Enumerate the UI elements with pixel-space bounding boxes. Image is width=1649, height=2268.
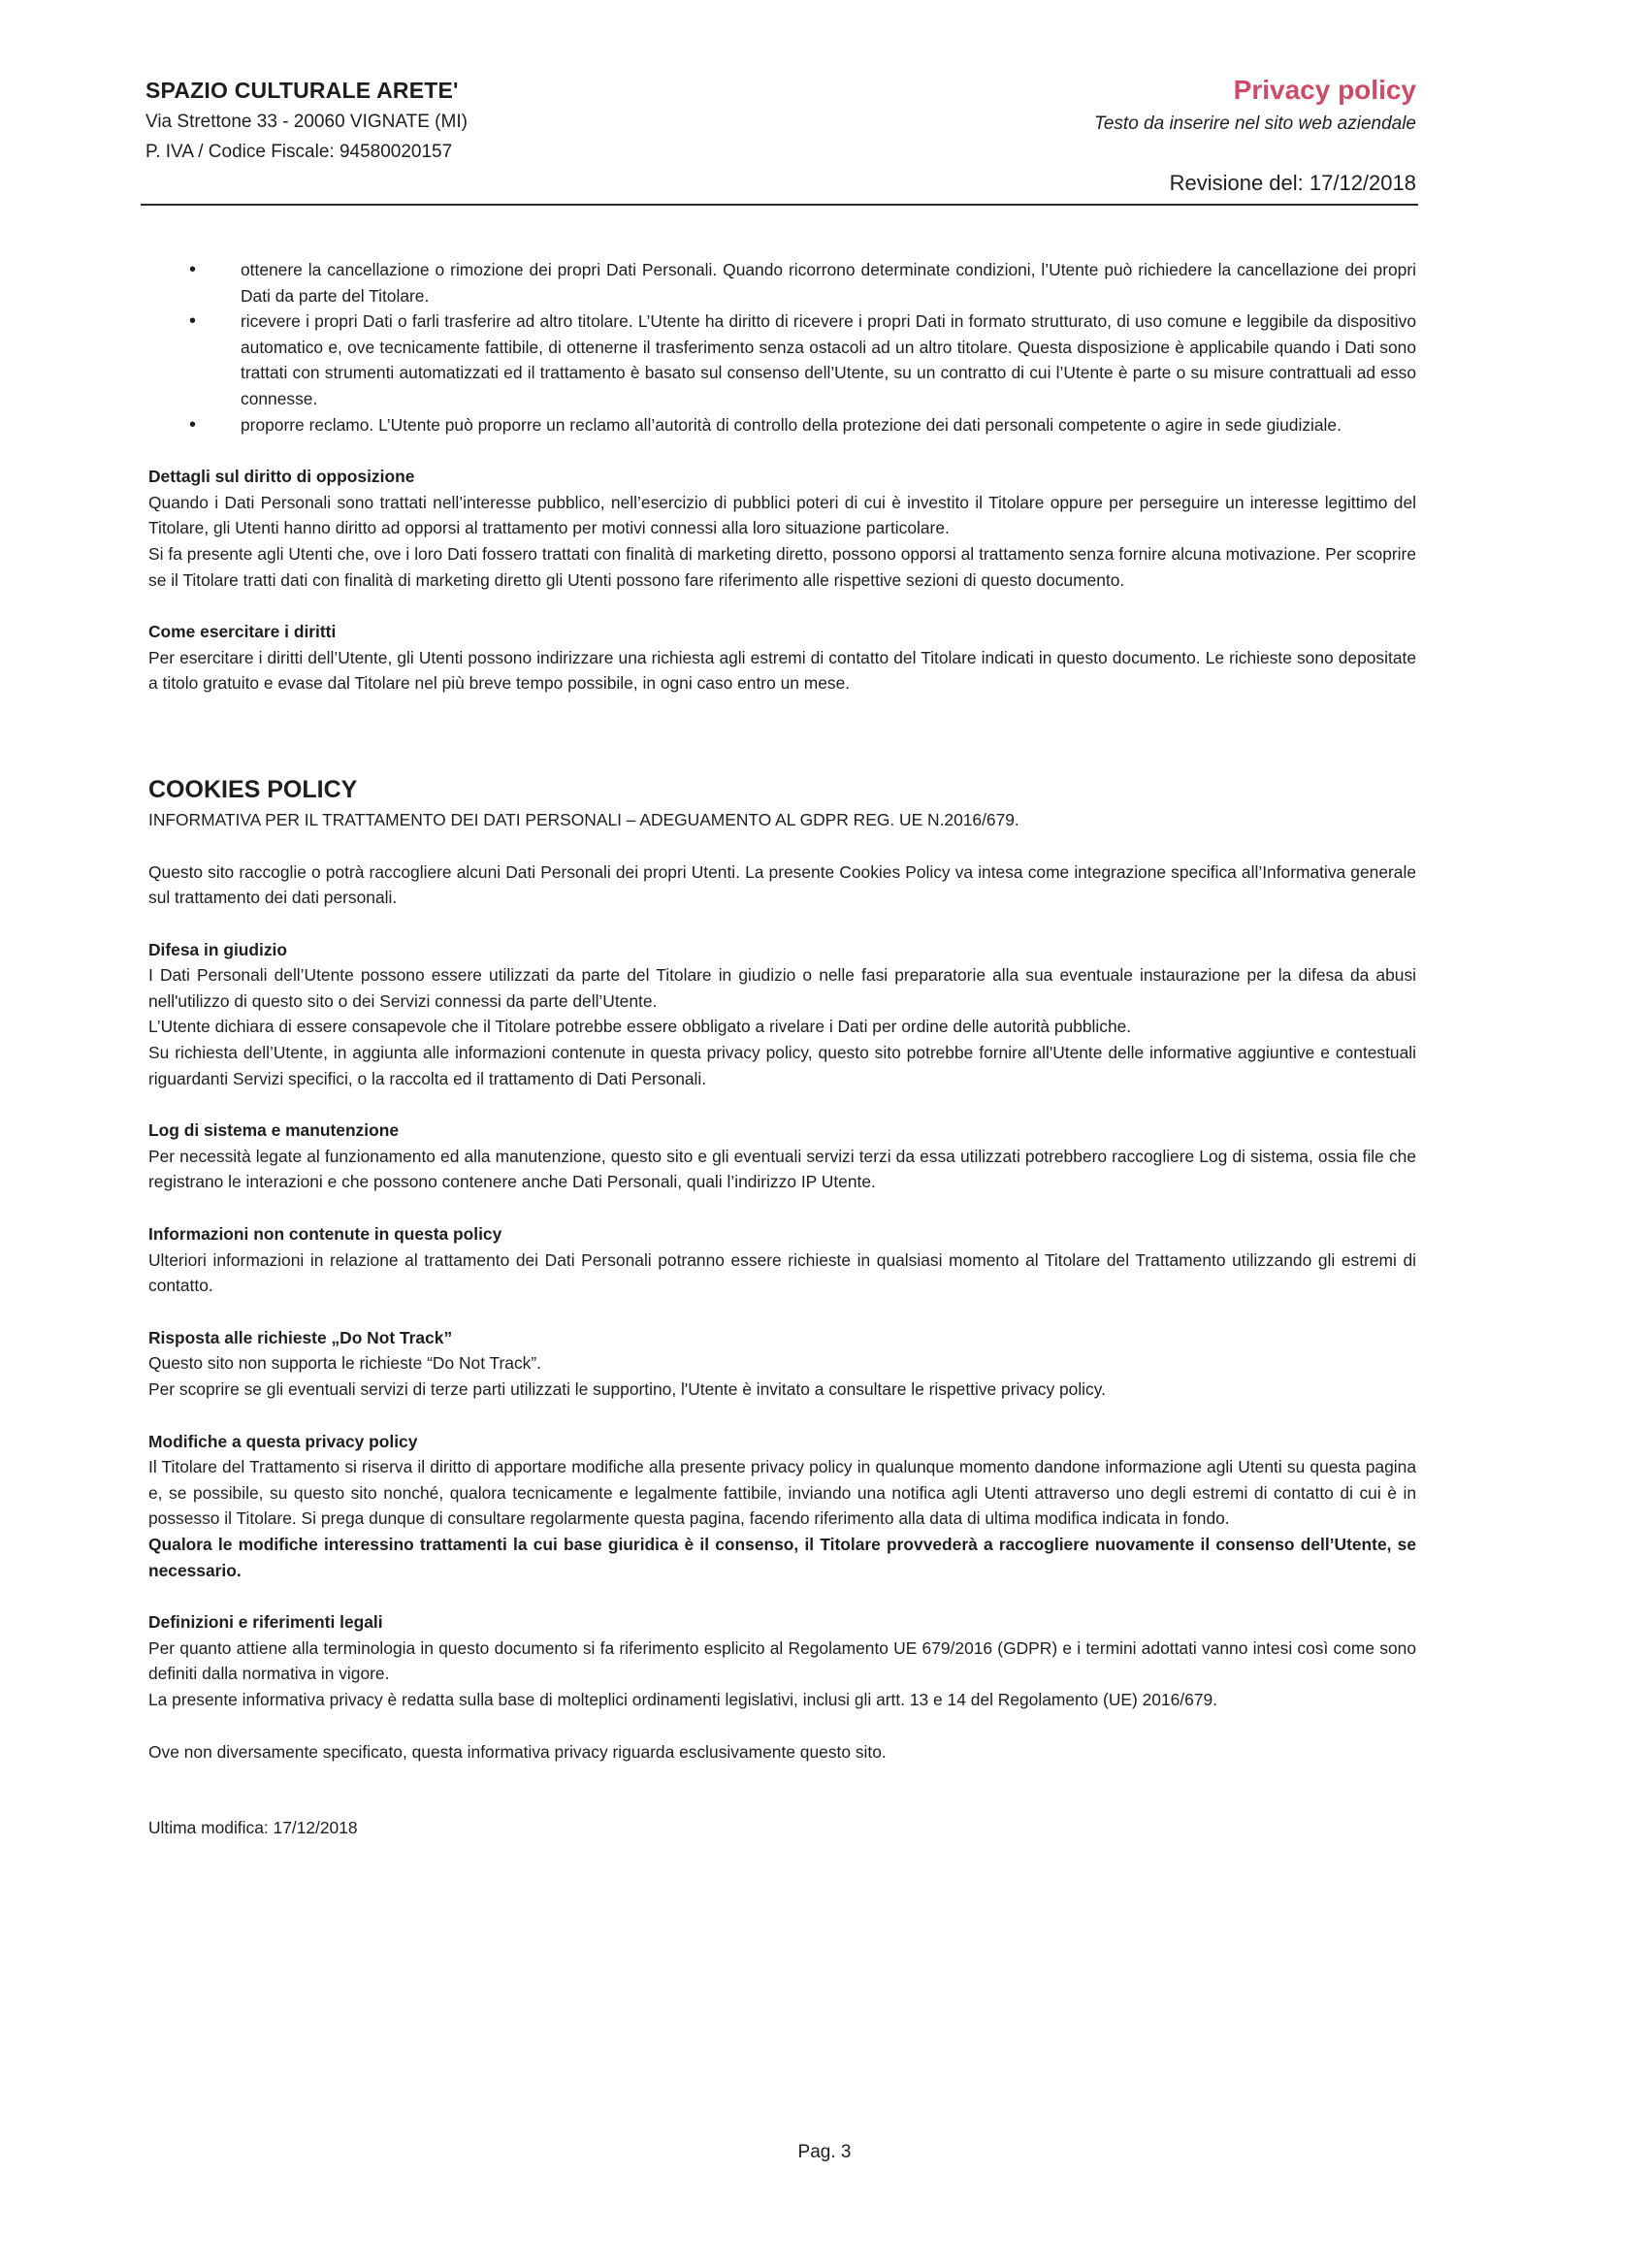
page-number: Pag. 3 bbox=[797, 2142, 852, 2162]
header-divider bbox=[141, 204, 1418, 206]
paragraph: Per necessità legate al funzionamento ed alla manutenzione, questo sito e gli eventuali servizi terzi da essa utilizzati potrebbero raccogliere Log di sistema, ossia file che registrano le interazioni e che possono contenere anche Dati Personali, quali l’indirizzo IP Utente. bbox=[148, 1146, 1416, 1192]
bold-paragraph: Qualora le modifiche interessino trattamenti la cui base giuridica è il consenso, il Titolare provvederà a raccogliere nuovamente il consenso dell’Utente, se necessario. bbox=[148, 1534, 1416, 1580]
section-do-not-track bbox=[148, 1325, 1416, 1403]
section-title: Log di sistema e manutenzione bbox=[148, 1120, 400, 1141]
section-system-logs bbox=[148, 1118, 1416, 1195]
closing-statement: Ove non diversamente specificato, questa informativa privacy riguarda esclusivamente questo sito. bbox=[148, 1741, 887, 1762]
section-title: Modifiche a questa privacy policy bbox=[148, 1431, 418, 1451]
section-additional-info bbox=[148, 1221, 1416, 1299]
section-exercise-rights bbox=[148, 619, 1416, 697]
section-title: Dettagli sul diritto di opposizione bbox=[148, 467, 415, 487]
section-title: Difesa in giudizio bbox=[148, 939, 287, 959]
organization-name: SPAZIO CULTURALE ARETE' bbox=[146, 78, 459, 103]
list-item: • ottenere la cancellazione o rimozione dei propri Dati Personali. Quando ricorrono determinate condizioni, l’Utente può richiedere la cancellazione dei propri Dati da parte del Titolare. bbox=[148, 257, 1416, 308]
last-modified-date: Ultima modifica: 17/12/2018 bbox=[148, 1818, 358, 1838]
cookies-intro-paragraph: Questo sito raccoglie o potrà raccogliere alcuni Dati Personali dei propri Utenti. La presente Cookies Policy va intesa come integrazione specifica all’Informativa generale sul trattamento dei dati personali. bbox=[148, 861, 1416, 908]
paragraph: Si fa presente agli Utenti che, ove i loro Dati fossero trattati con finalità di marketing diretto, possono opporsi al trattamento senza fornire alcuna motivazione. Per scoprire se il Titolare tratti dati con finalità di marketing diretto gli Utenti possono fare riferimento alle rispettive sezioni di questo documento. bbox=[148, 543, 1416, 590]
list-item: • proporre reclamo. L’Utente può proporre un reclamo all’autorità di controllo della protezione dei dati personali competente o agire in sede giudiziale. bbox=[148, 412, 1416, 438]
section-title: Come esercitare i diritti bbox=[148, 622, 337, 642]
cookies-policy-subheading: INFORMATIVA PER IL TRATTAMENTO DEI DATI PERSONALI – ADEGUAMENTO AL GDPR REG. UE N.2016/679. bbox=[148, 809, 1019, 829]
document-title: Privacy policy bbox=[1233, 75, 1416, 105]
section-policy-changes bbox=[148, 1429, 1416, 1584]
section-title: Definizioni e riferimenti legali bbox=[148, 1612, 383, 1633]
paragraph: L’Utente dichiara di essere consapevole che il Titolare potrebbe essere obbligato a rivelare i Dati per ordine delle autorità pubbliche. bbox=[148, 1017, 1132, 1037]
cookies-policy-heading: COOKIES POLICY bbox=[148, 775, 358, 803]
organization-tax-id: P. IVA / Codice Fiscale: 94580020157 bbox=[146, 142, 453, 162]
revision-date: Revisione del: 17/12/2018 bbox=[1169, 171, 1416, 195]
section-opposition bbox=[148, 464, 1416, 593]
section-definitions bbox=[148, 1609, 1416, 1712]
document-title-block bbox=[737, 75, 1416, 137]
document-body bbox=[148, 257, 1416, 1841]
paragraph: I Dati Personali dell’Utente possono essere utilizzati da parte del Titolare in giudizio o nelle fasi preparatorie alla sua eventuale instaurazione per la difesa da abusi nell'utilizzo di questo sito o dei Servizi connessi da parte dell’Utente. bbox=[148, 965, 1416, 1011]
paragraph: Per esercitare i diritti dell’Utente, gli Utenti possono indirizzare una richiesta agli estremi di contatto del Titolare indicati in questo documento. Le richieste sono depositate a titolo gratuito e evase dal Titolare nel più breve tempo possibile, in ogni caso entro un mese. bbox=[148, 647, 1416, 694]
paragraph: Su richiesta dell’Utente, in aggiunta alle informazioni contenute in questa privacy policy, questo sito potrebbe fornire all'Utente delle informative aggiuntive e contestuali riguardanti Servizi specifici, o la raccolta ed il trattamento di Dati Personali. bbox=[148, 1043, 1416, 1088]
paragraph: Per scoprire se gli eventuali servizi di terze parti utilizzati le supportino, l'Utente è invitato a consultare le rispettive privacy policy. bbox=[148, 1379, 1106, 1399]
document-subtitle: Testo da inserire nel sito web aziendale bbox=[1094, 113, 1416, 134]
paragraph: Il Titolare del Trattamento si riserva il diritto di apportare modifiche alla presente privacy policy in qualunque momento dandone informazione agli Utenti su questa pagina e, se possibile, su questo sito nonché, qualora tecnicamente e legalmente fattibile, inviando una notifica agli Utenti attraverso uno degli estremi di contatto di cui è in possesso il Titolare. Si prega dunque di consultare regolarmente questa pagina, facendo riferimento alla data di ultima modifica indicata in fondo. bbox=[148, 1457, 1416, 1529]
paragraph: Questo sito non supporta le richieste “Do Not Track”. bbox=[148, 1353, 541, 1374]
paragraph: Ulteriori informazioni in relazione al trattamento dei Dati Personali potranno essere richieste in qualsiasi momento al Titolare del Trattamento utilizzando gli estremi di contatto. bbox=[148, 1249, 1416, 1296]
paragraph: Per quanto attiene alla terminologia in questo documento si fa riferimento esplicito al Regolamento UE 679/2016 (GDPR) e i termini adottati vanno intesi così come sono definiti dalla normativa in vigore. bbox=[148, 1637, 1416, 1684]
paragraph: Quando i Dati Personali sono trattati nell’interesse pubblico, nell’esercizio di pubblici poteri di cui è investito il Titolare oppure per perseguire un interesse legittimo del Titolare, gli Utenti hanno diritto ad opporsi al trattamento per motivi connessi alla loro situazione particolare. bbox=[148, 492, 1416, 538]
list-item: • ricevere i propri Dati o farli trasferire ad altro titolare. L’Utente ha diritto di ricevere i propri Dati in formato strutturato, di uso comune e leggibile da dispositivo automatico e, ove tecnicamente fattibile, di ottenerne il trasferimento senza ostacoli ad un altro titolare. Questa disposizione è applicabile quando i Dati sono trattati con strumenti automatizzati ed il trattamento è basato sul consenso dell’Utente, su un contratto di cui l’Utente è parte o su misure contrattuali ad esso connesse. bbox=[148, 308, 1416, 411]
section-legal-defense bbox=[148, 937, 1416, 1092]
rights-bullet-list bbox=[148, 257, 1416, 437]
section-title: Risposta alle richieste „Do Not Track” bbox=[148, 1327, 453, 1347]
section-title: Informazioni non contenute in questa policy bbox=[148, 1224, 502, 1245]
paragraph: La presente informativa privacy è redatta sulla base di molteplici ordinamenti legislativi, inclusi gli artt. 13 e 14 del Regolamento (UE) 2016/679. bbox=[148, 1689, 1217, 1709]
organization-address: Via Strettone 33 - 20060 VIGNATE (MI) bbox=[146, 112, 468, 132]
